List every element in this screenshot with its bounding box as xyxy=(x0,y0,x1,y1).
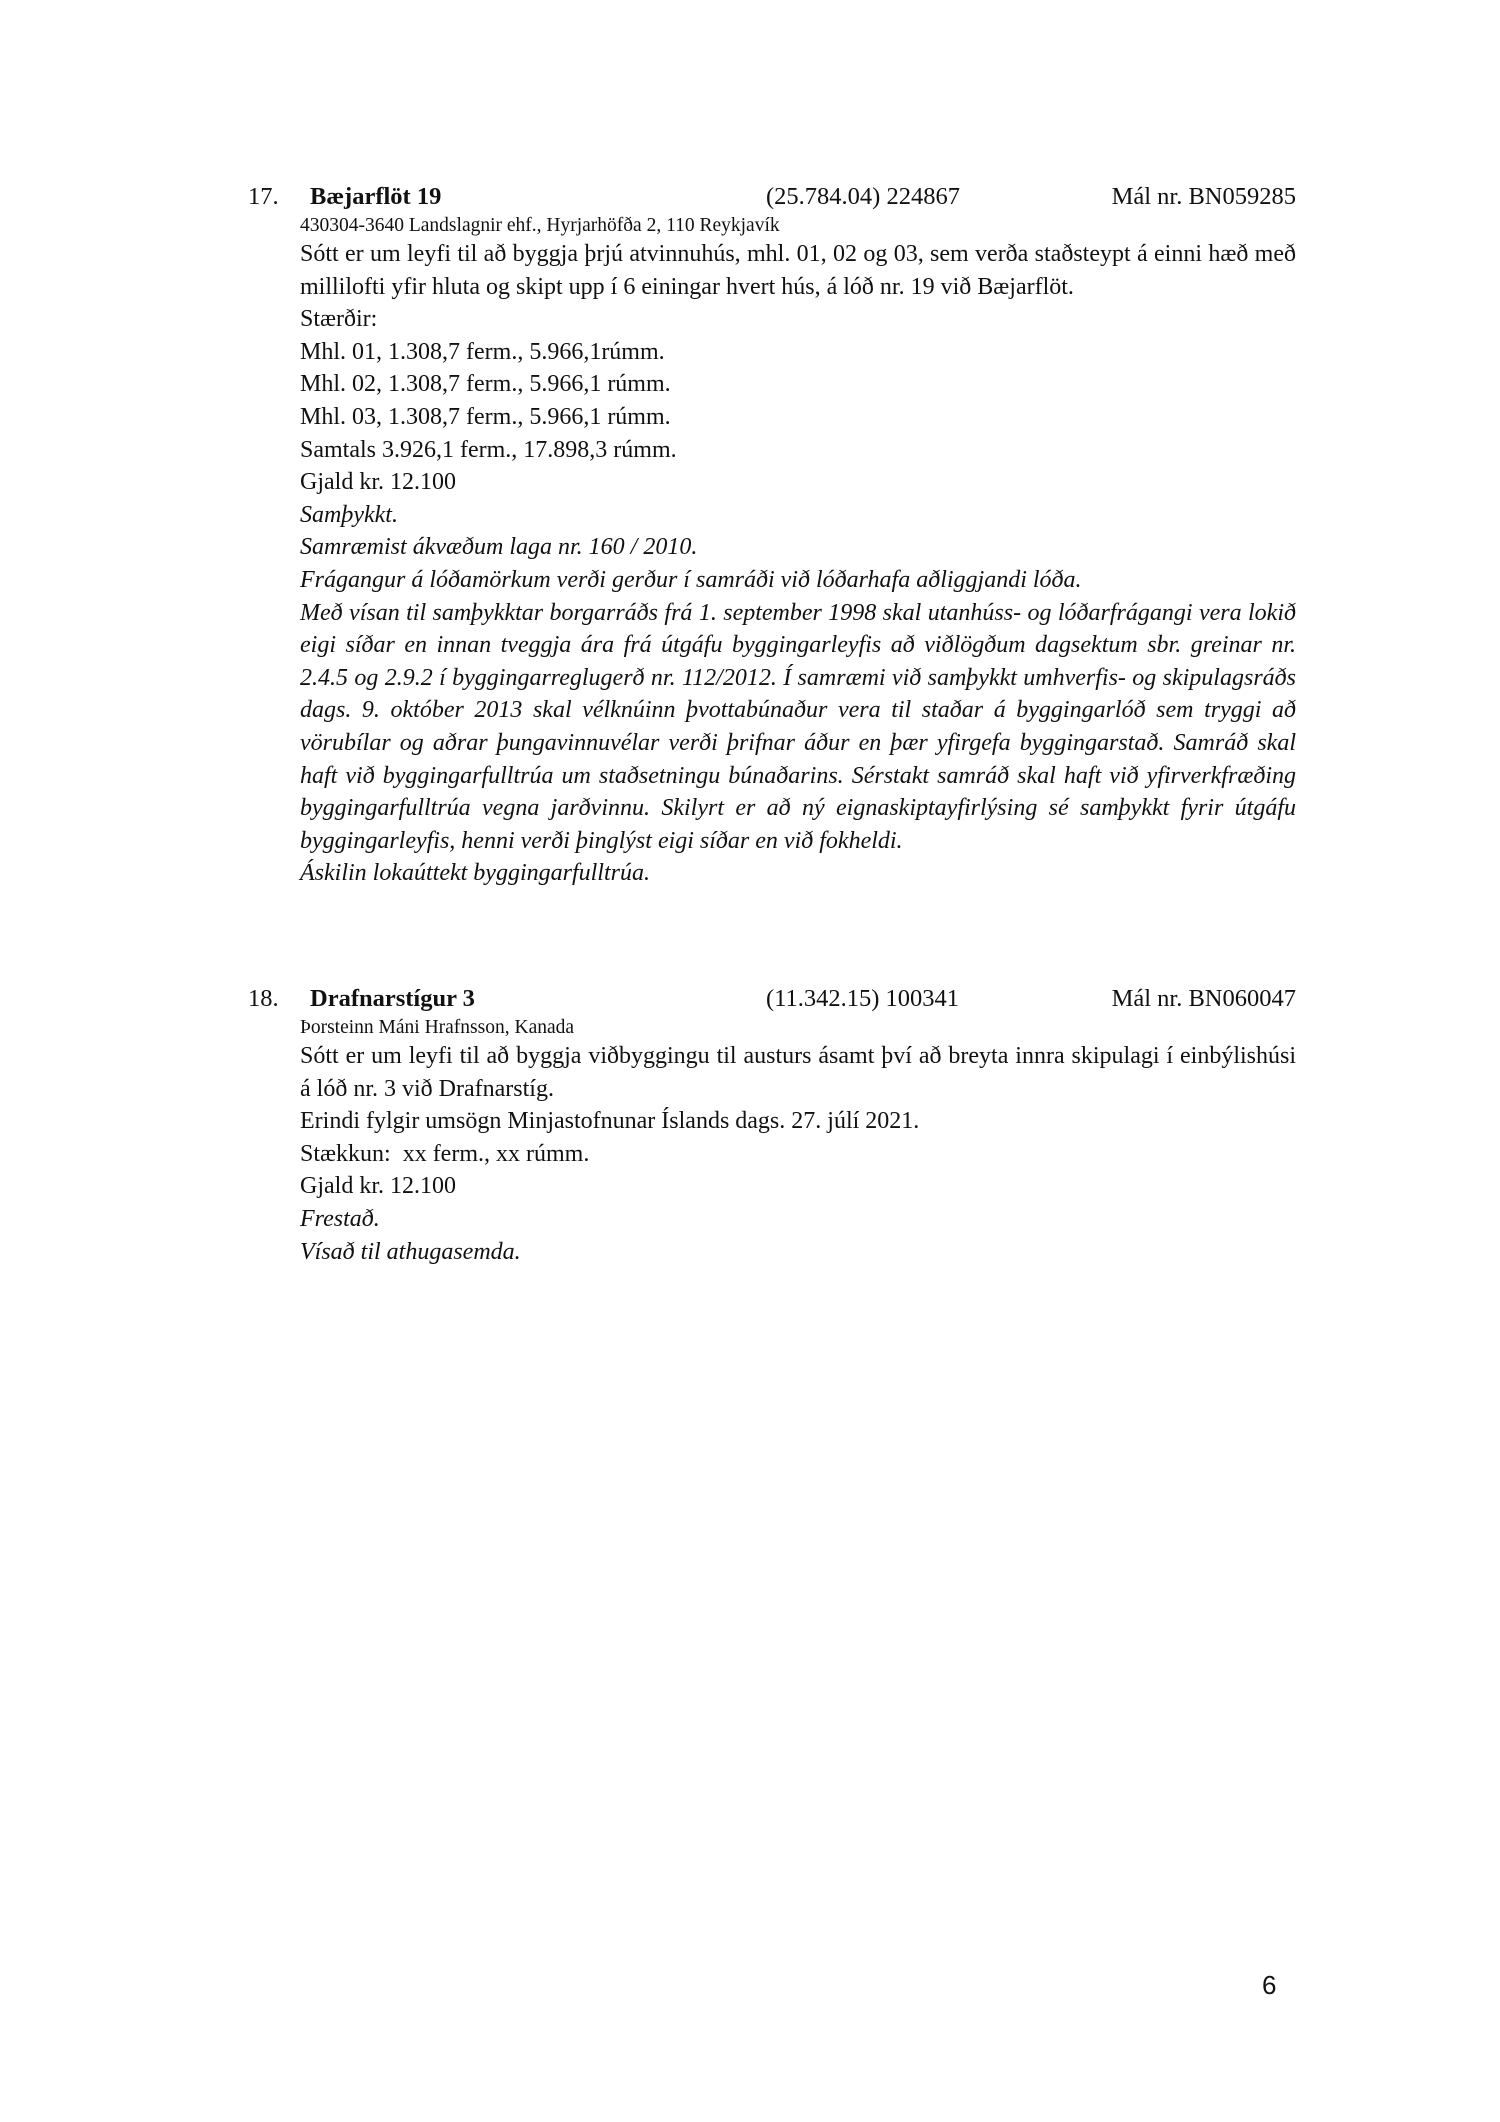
condition: Samræmist ákvæðum laga nr. 160 / 2010. xyxy=(300,534,698,561)
case-reference: (11.342.15) 100341 xyxy=(766,985,960,1012)
fee: Gjald kr. 12.100 xyxy=(300,469,456,496)
case-number: 17. xyxy=(248,183,279,210)
applicant: Þorsteinn Máni Hrafnsson, Kanada xyxy=(300,1017,575,1038)
enlargement: Stækkun: xx ferm., xx rúmm. xyxy=(300,1140,590,1167)
final-condition: Áskilin lokaúttekt byggingarfulltrúa. xyxy=(300,860,650,887)
size-line: Mhl. 02, 1.308,7 ferm., 5.966,1 rúmm. xyxy=(300,371,671,398)
case-description: Sótt er um leyfi til að byggja viðbyggingu til austurs ásamt því að breyta innra skipulagi í einbýlishúsi á lóð nr. 3 við Drafnarstíg. xyxy=(300,1043,1296,1102)
case-title: Bæjarflöt 19 xyxy=(310,183,442,210)
case-number-reference: Mál nr. BN060047 xyxy=(1111,985,1296,1012)
case-entry xyxy=(248,180,1296,890)
decision-note: Vísað til athugasemda. xyxy=(300,1238,521,1265)
case-reference: (25.784.04) 224867 xyxy=(766,183,960,210)
fee: Gjald kr. 12.100 xyxy=(300,1173,456,1200)
case-header xyxy=(248,180,1296,214)
case-body xyxy=(300,1040,1296,1268)
condition: Frágangur á lóðamörkum verði gerður í samráði við lóðarhafa aðliggjandi lóða. xyxy=(300,566,1082,593)
page-number: 6 xyxy=(1262,1970,1277,2000)
decision: Frestað. xyxy=(300,1205,380,1232)
case-header xyxy=(248,982,1296,1016)
case-number-reference: Mál nr. BN059285 xyxy=(1111,183,1296,210)
size-line: Mhl. 03, 1.308,7 ferm., 5.966,1 rúmm. xyxy=(300,403,671,430)
case-description: Sótt er um leyfi til að byggja þrjú atvinnuhús, mhl. 01, 02 og 03, sem verða staðsteypt á einni hæð með millilofti yfir hluta og skipt upp í 6 einingar hvert hús, á lóð nr. 19 við Bæjarflöt. xyxy=(300,241,1296,300)
size-total: Samtals 3.926,1 ferm., 17.898,3 rúmm. xyxy=(300,436,677,463)
size-label: Stærðir: xyxy=(300,306,378,333)
attachment-note: Erindi fylgir umsögn Minjastofnunar Íslands dags. 27. júlí 2021. xyxy=(300,1108,920,1135)
long-condition: Með vísan til samþykktar borgarráðs frá 1. september 1998 skal utanhúss- og lóðarfrágangi vera lokið eigi síðar en innan tveggja ára frá útgáfu byggingarleyfis að viðlögðum dagsektum sbr. greinar nr. 2.4.5 og 2.9.2 í byggingarreglugerð nr. 112/2012. Í samræmi við samþykkt umhverfis- og skipulagsráðs dags. 9. október 2013 skal vélknúinn þvottabúnaður vera til staðar á byggingarlóð sem tryggi að vörubílar og aðrar þungavinnuvélar verði þrifnar áður en þær yfirgefa byggingarstað. Samráð skal haft við byggingarfulltrúa um staðsetningu búnaðarins. Sérstakt samráð skal haft við yfirverkfræðing byggingarfulltrúa vegna jarðvinnu. Skilyrt er að ný eignaskiptayfirlýsing sé samþykkt fyrir útgáfu byggingarleyfis, henni verði þinglýst eigi síðar en við fokheldi. xyxy=(300,599,1296,854)
decision: Samþykkt. xyxy=(300,501,398,528)
case-entry xyxy=(248,982,1296,1268)
size-line: Mhl. 01, 1.308,7 ferm., 5.966,1rúmm. xyxy=(300,338,665,365)
case-number: 18. xyxy=(248,985,279,1012)
case-title: Drafnarstígur 3 xyxy=(310,985,475,1012)
applicant: 430304-3640 Landslagnir ehf., Hyrjarhöfða 2, 110 Reykjavík xyxy=(300,215,780,236)
case-body xyxy=(300,238,1296,890)
